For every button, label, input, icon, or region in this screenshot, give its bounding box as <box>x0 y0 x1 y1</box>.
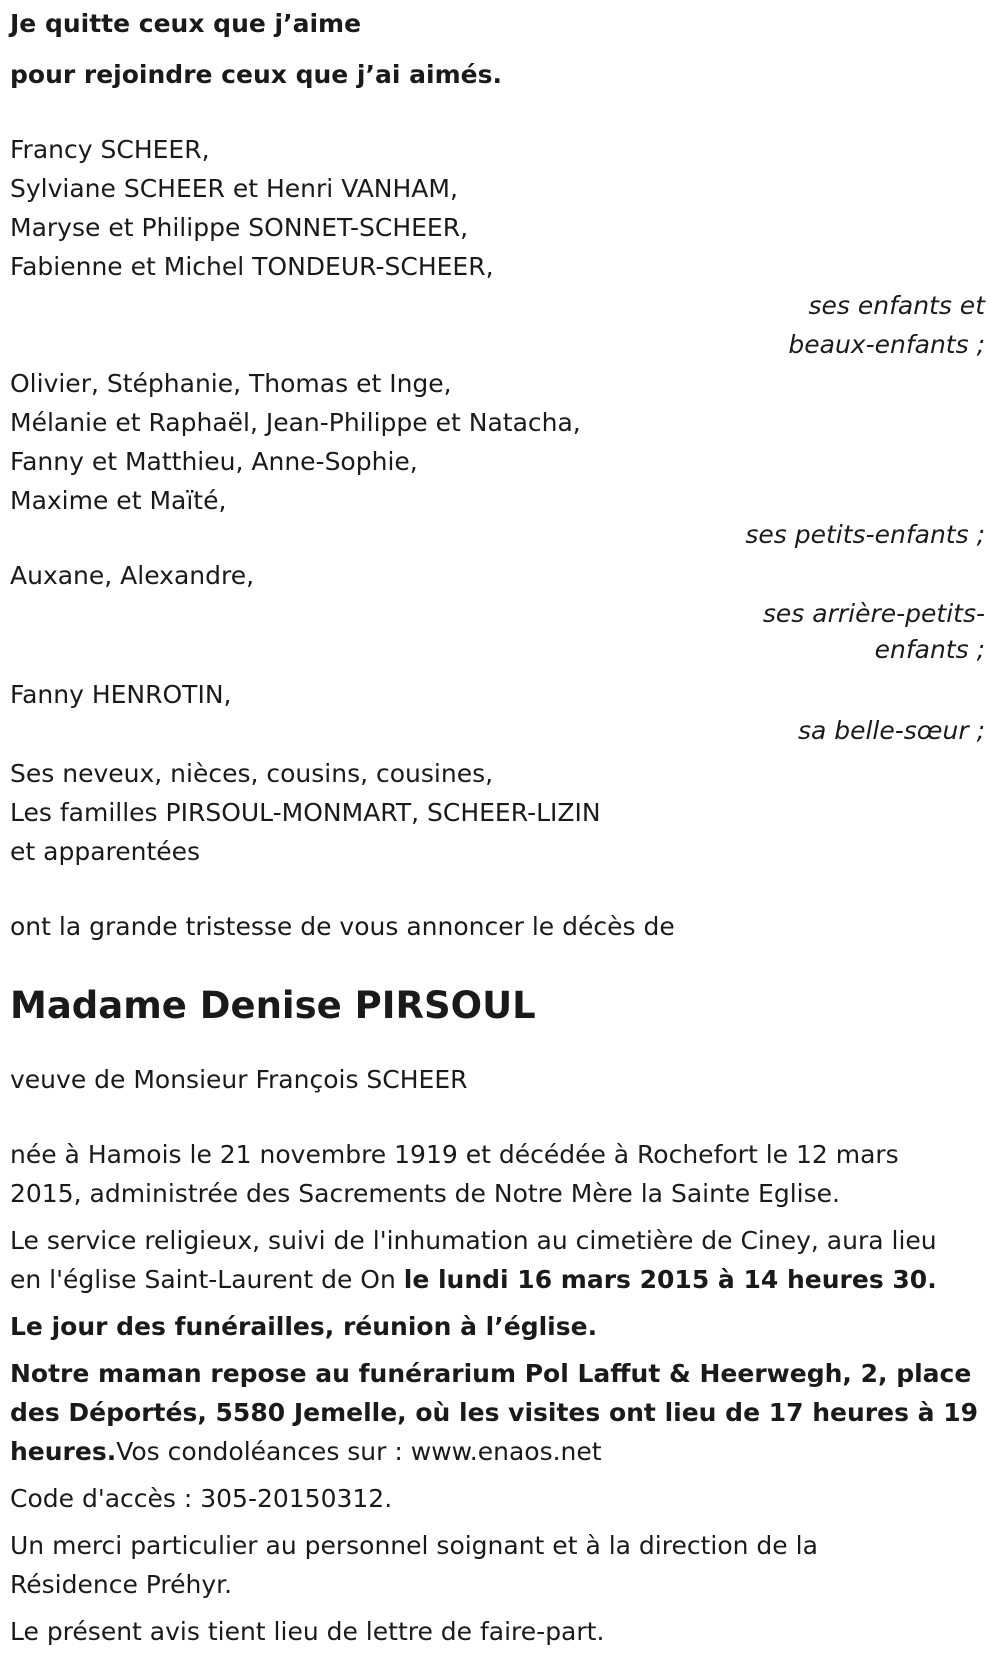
family-name-line: Fabienne et Michel TONDEUR-SCHEER, <box>10 252 494 281</box>
paragraph-line: Notre maman repose au funérarium Pol Laffut & Heerwegh, 2, place <box>10 1359 972 1388</box>
family-name-line: et apparentées <box>10 837 201 866</box>
family-name-line: Fanny et Matthieu, Anne-Sophie, <box>10 447 418 476</box>
extended-family-group <box>10 754 985 871</box>
family-name-line: Francy SCHEER, <box>10 135 210 164</box>
family-name-line: Maryse et Philippe SONNET-SCHEER, <box>10 213 469 242</box>
deceased-name: Madame Denise PIRSOUL <box>10 984 536 1027</box>
service-paragraph <box>10 1221 985 1299</box>
death-notice <box>10 4 985 1651</box>
family-name-line: Auxane, Alexandre, <box>10 561 255 590</box>
paragraph-line: des Déportés, 5580 Jemelle, où les visites ont lieu de 17 heures à 19 <box>10 1398 979 1427</box>
access-code-text: Code d'accès : 305-20150312. <box>10 1484 393 1513</box>
visit-hours-end: heures. <box>10 1437 117 1466</box>
paragraph-line <box>10 1260 985 1299</box>
widow-of-text: veuve de Monsieur François SCHEER <box>10 1065 468 1094</box>
family-name-line: Fanny HENROTIN, <box>10 680 232 709</box>
relationship-label: enfants ; <box>874 635 985 664</box>
great-grandchildren-group <box>10 556 985 667</box>
sister-in-law-group <box>10 675 985 748</box>
birth-death-paragraph <box>10 1135 985 1213</box>
paragraph-line: Résidence Préhyr. <box>10 1570 233 1599</box>
closing-text: Le présent avis tient lieu de lettre de faire-part. <box>10 1617 605 1646</box>
paragraph-line: née à Hamois le 21 novembre 1919 et décédée à Rochefort le 12 mars <box>10 1140 899 1169</box>
paragraph-line: Un merci particulier au personnel soignant et à la direction de la <box>10 1531 818 1560</box>
family-name-line: Ses neveux, nièces, cousins, cousines, <box>10 759 494 788</box>
epigraph <box>10 4 985 94</box>
relationship-label: ses arrière-petits- <box>762 599 985 628</box>
thanks-paragraph <box>10 1526 985 1604</box>
service-location: en l'église Saint-Laurent de On <box>10 1265 404 1294</box>
family-name-line: Maxime et Maïté, <box>10 486 227 515</box>
paragraph-line: Le service religieux, suivi de l'inhumation au cimetière de Ciney, aura lieu <box>10 1226 937 1255</box>
closing-paragraph <box>10 1612 985 1651</box>
funeral-home-paragraph <box>10 1354 985 1471</box>
paragraph-line <box>10 1432 985 1471</box>
relationship-label: sa belle-sœur ; <box>797 716 985 745</box>
epigraph-line-1: Je quitte ceux que j’aime <box>10 9 362 38</box>
family-name-line: Mélanie et Raphaël, Jean-Philippe et Natacha, <box>10 408 581 437</box>
announcement-text: ont la grande tristesse de vous annoncer le décès de <box>10 912 675 941</box>
gathering-paragraph <box>10 1307 985 1346</box>
condolences-text: Vos condoléances sur : www.enaos.net <box>116 1437 602 1466</box>
children-group <box>10 130 985 364</box>
family-name-line: Olivier, Stéphanie, Thomas et Inge, <box>10 369 452 398</box>
family-name-line: Les familles PIRSOUL-MONMART, SCHEER-LIZIN <box>10 798 601 827</box>
epigraph-line-2: pour rejoindre ceux que j’ai aimés. <box>10 60 502 89</box>
relationship-label: beaux-enfants ; <box>788 330 985 359</box>
paragraph-line: 2015, administrée des Sacrements de Notre Mère la Sainte Eglise. <box>10 1179 840 1208</box>
access-code-paragraph <box>10 1479 985 1518</box>
service-datetime: le lundi 16 mars 2015 à 14 heures 30. <box>403 1265 937 1294</box>
relationship-label: ses petits-enfants ; <box>745 520 985 549</box>
paragraph-line: Le jour des funérailles, réunion à l’église. <box>10 1312 598 1341</box>
family-name-line: Sylviane SCHEER et Henri VANHAM, <box>10 174 458 203</box>
relationship-label: ses enfants et <box>808 291 985 320</box>
grandchildren-group <box>10 364 985 550</box>
